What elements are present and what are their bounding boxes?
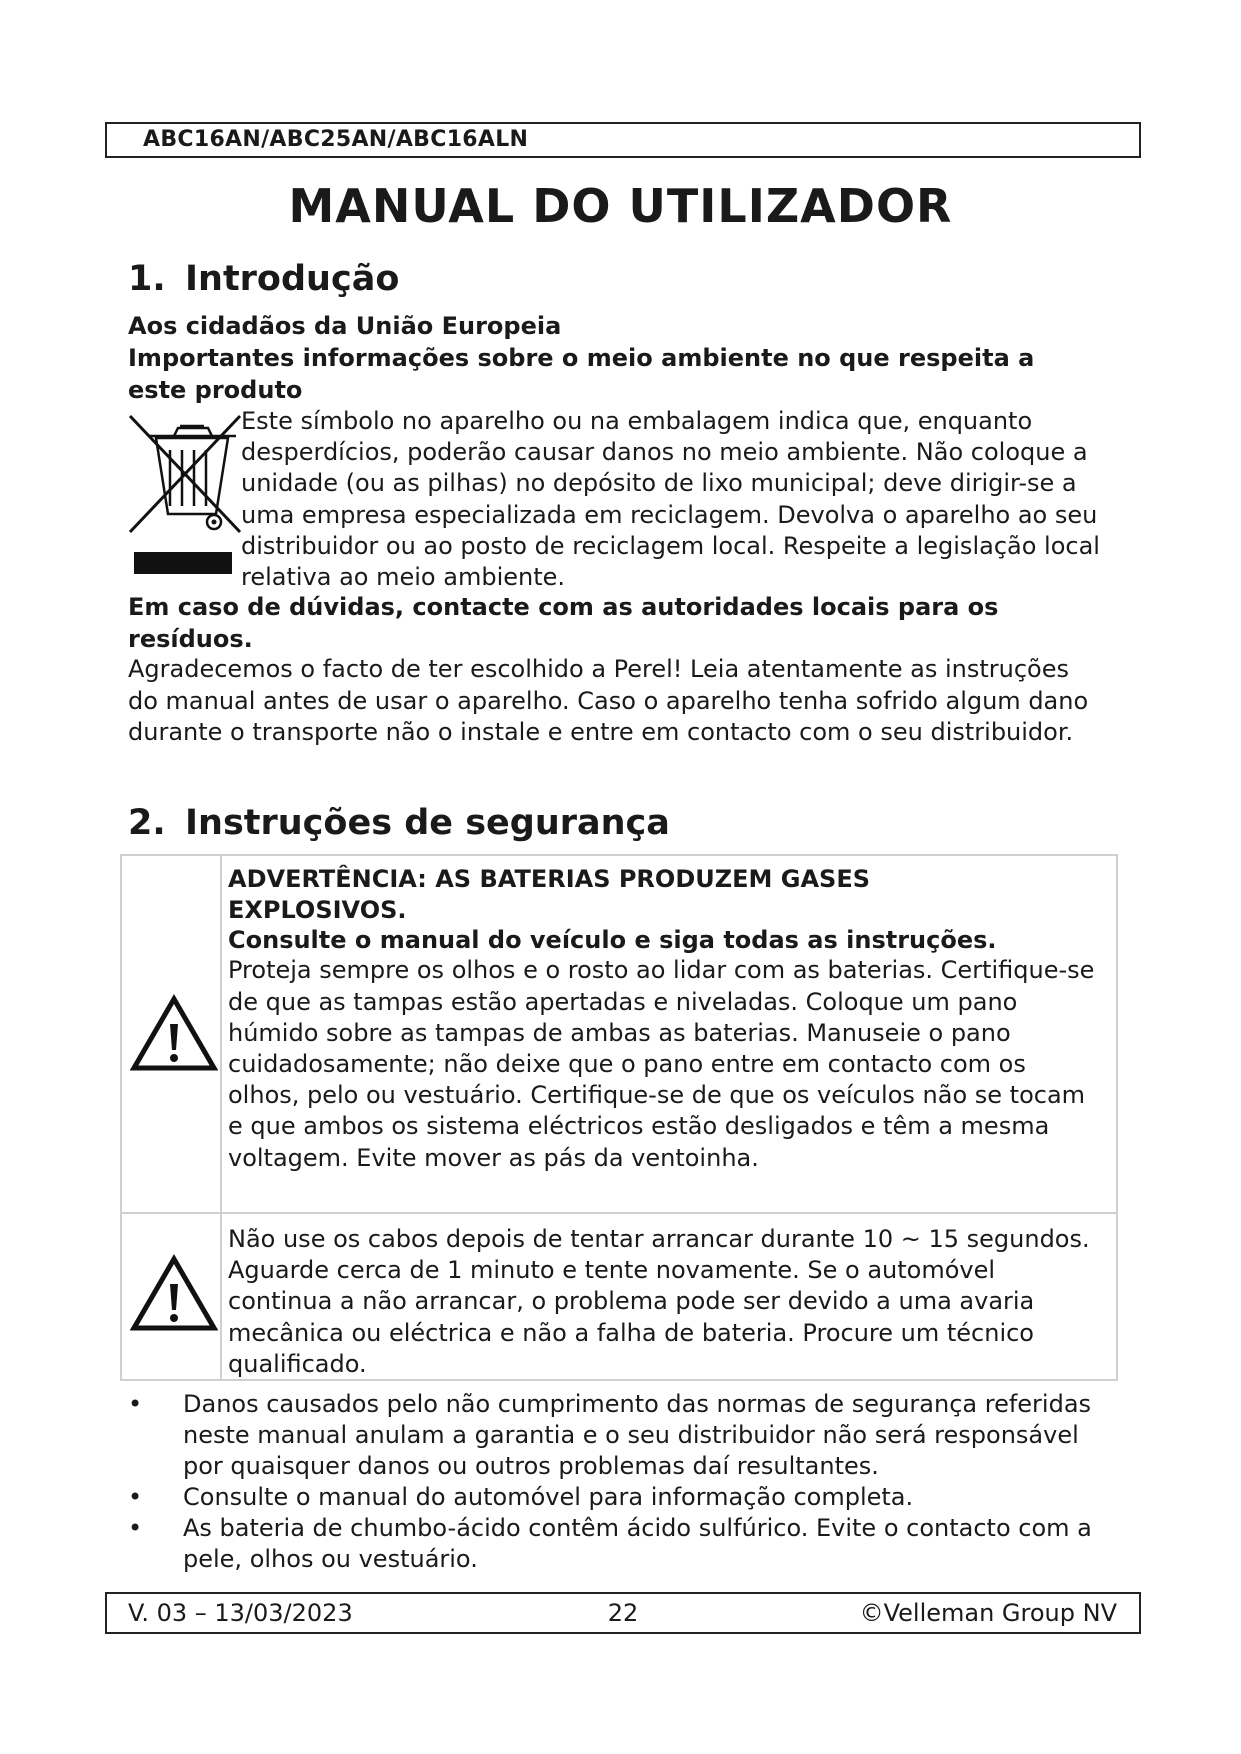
bullet-marker: • [128, 1390, 143, 1418]
table-row-divider [122, 1212, 1116, 1214]
thanks-paragraph: Agradecemos o facto de ter escolhido a Perel! Leia atentamente as instruções do manual antes de usar o aparelho. Caso o aparelho tenha sofrido algum dano durante o transporte não o instale e entre em contacto com o seu distribuidor. [128, 655, 1089, 746]
weee-disposal-text: Este símbolo no aparelho ou na embalagem indica que, enquanto desperdícios, poderão causar danos no meio ambiente. Não coloque a unidade (ou as pilhas) no depósito de lixo municipal; deve dirigir-se a uma empresa especializada em reciclagem. Devolva o aparelho ao seu distribuidor ou ao posto de reciclagem local. Respeite a legislação local relativa ao meio ambiente. [241, 407, 1100, 592]
list-item-text: As bateria de chumbo-ácido contêm ácido sulfúrico. Evite o contacto com a pele, olhos ou vestuário. [183, 1514, 1092, 1573]
page-number: 22 [607, 1599, 639, 1627]
list-item-text: Danos causados pelo não cumprimento das normas de segurança referidas neste manual anulam a garantia e o seu distribuidor não será responsável por quaisquer danos ou outros problemas daí resultantes. [183, 1390, 1092, 1480]
section-2-number: 2. [128, 803, 166, 843]
warning-1-body: Proteja sempre os olhos e o rosto ao lidar com as baterias. Certifique-se de que as tampas estão apertadas e niveladas. Coloque um pano húmido sobre as tampas de ambas as baterias. Manuseie o pano cuidadosamente; não deixe que o pano entre em contacto com os olhos, pelo ou vestuário. Certifique-se de que os veículos não se tocam e que ambos os sistema eléctricos estão desligados e têm a mesma voltagem. Evite mover as pás da ventoinha. [228, 956, 1095, 1172]
section-1-number: 1. [128, 259, 166, 299]
warning-1-title: ADVERTÊNCIA: AS BATERIAS PRODUZEM GASES EXPLOSIVOS. [228, 865, 870, 925]
section-1-heading [128, 257, 399, 301]
page-title: MANUAL DO UTILIZADOR [288, 179, 953, 233]
section-2-heading [128, 801, 670, 845]
version-date: V. 03 – 13/03/2023 [128, 1599, 353, 1627]
warning-triangle-icon [130, 1254, 218, 1334]
bullet-marker: • [128, 1483, 143, 1511]
warning-triangle-icon [130, 994, 218, 1074]
bullet-marker: • [128, 1514, 143, 1542]
warning-1-cell [228, 864, 1108, 1174]
copyright: ©Velleman Group NV [859, 1599, 1117, 1627]
warning-2-body: Não use os cabos depois de tentar arrancar durante 10 ~ 15 segundos. Aguarde cerca de 1 minuto e tente novamente. Se o automóvel continua a não arrancar, o problema pode ser devido a uma avaria mecânica ou eléctrica e não a falha de bateria. Procure um técnico qualificado. [228, 1225, 1090, 1378]
doubts-notice: Em caso de dúvidas, contacte com as autoridades locais para os resíduos. [128, 593, 999, 653]
environment-heading: Importantes informações sobre o meio ambiente no que respeita a este produto [128, 344, 1035, 404]
list-item [128, 1482, 1118, 1513]
weee-bin-icon [124, 410, 244, 586]
warning-2-cell [228, 1224, 1108, 1380]
list-item-text: Consulte o manual do automóvel para informação completa. [183, 1483, 914, 1511]
weee-bar [134, 552, 232, 574]
safety-bullet-list [128, 1389, 1118, 1575]
list-item [128, 1389, 1118, 1482]
document-header [105, 122, 1141, 158]
eu-citizens-heading: Aos cidadãos da União Europeia [128, 312, 562, 340]
safety-warnings-table [120, 854, 1118, 1381]
table-column-divider [220, 856, 222, 1379]
section-2-title: Instruções de segurança [185, 803, 670, 843]
warning-1-subtitle: Consulte o manual do veículo e siga todas as instruções. [228, 926, 997, 955]
document-footer [105, 1592, 1141, 1634]
section-1-title: Introdução [185, 259, 400, 299]
list-item [128, 1513, 1118, 1575]
model-number: ABC16AN/ABC25AN/ABC16ALN [143, 127, 529, 152]
